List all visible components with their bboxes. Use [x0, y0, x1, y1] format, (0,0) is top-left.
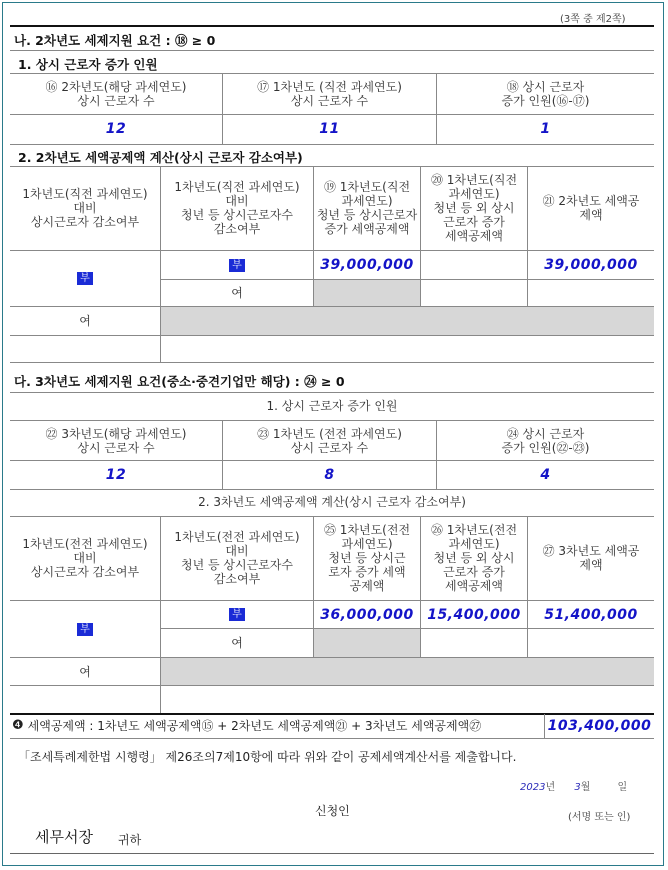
- header-year3-employees: ㉒ 3차년도(해당 과세연도) 상시 근로자 수: [45, 426, 187, 455]
- header-year2-credit: ㉑ 2차년도 세액공 제액: [542, 194, 640, 222]
- date-year-unit: 년: [545, 782, 556, 793]
- total-label: 세액공제액 : 1차년도 세액공제액⑮ + 2차년도 세액공제액㉑ + 3차년도 세액공제액㉗: [27, 719, 482, 733]
- divider: [10, 420, 654, 421]
- section-da-title: 다. 3차년도 세제지원 요건(중소·중견기업만 해당) : ㉔ ≥ 0: [14, 374, 345, 389]
- base-employee-decrease-yes: 여: [79, 664, 91, 679]
- section-na-sub2-title: 2. 2차년도 세액공제액 계산(상시 근로자 감소여부): [18, 150, 303, 165]
- date-year: 2023: [520, 782, 546, 793]
- base-youth-decrease-no: [161, 601, 313, 628]
- addressee-suffix: 귀하: [118, 833, 142, 847]
- header-year3-increase: ㉔ 상시 근로자 증가 인원(㉒-㉓): [501, 426, 590, 455]
- value-year3-employees: 12: [105, 467, 127, 483]
- base-youth-decrease-yes: 여: [231, 636, 243, 650]
- divider: [10, 335, 654, 336]
- shaded-cell: [314, 629, 420, 657]
- selected-mark: 부: [229, 608, 245, 621]
- value-base-other-credit: 15,400,000: [427, 606, 521, 623]
- divider: [10, 50, 654, 51]
- total-value: 103,400,000: [547, 718, 652, 734]
- header-current-employees: ⑯ 2차년도(해당 과세연도) 상시 근로자 수: [45, 80, 187, 108]
- header-base-employees: ㉓ 1차년도 (전전 과세연도) 상시 근로자 수: [257, 426, 402, 455]
- header-youth-decrease: 1차년도(직전 과세연도) 대비 청년 등 상시근로자수 감소여부: [174, 180, 300, 236]
- date-day-unit: 일: [617, 782, 628, 793]
- bullet-icon: ❹: [12, 718, 24, 733]
- shaded-cell: [314, 280, 420, 306]
- value-year3-credit: 51,400,000: [544, 606, 638, 623]
- total-label-row: [12, 717, 481, 734]
- divider: [10, 25, 654, 27]
- value-employee-increase: 1: [540, 121, 551, 137]
- divider: [10, 489, 654, 490]
- shaded-cell: [161, 658, 654, 685]
- addressee: 세무서장: [35, 828, 93, 846]
- header-base-youth-decrease: 1차년도(전전 과세연도) 대비 청년 등 상시근로자수 감소여부: [174, 530, 300, 586]
- value-base-employees: 8: [324, 467, 335, 483]
- header-year3-credit: ㉗ 3차년도 세액공 제액: [542, 544, 640, 572]
- divider: [10, 738, 654, 739]
- statement-text: 「조세특례제한법 시행령」 제26조의7제10항에 따라 위와 같이 공제세액계산서를 제출합니다.: [18, 750, 517, 764]
- value-base-youth-credit: 36,000,000: [320, 606, 414, 623]
- value-current-employees: 12: [105, 121, 127, 137]
- header-other-credit: ⑳ 1차년도(직전 과세연도) 청년 등 외 상시 근로자 증가 세액공제액: [430, 173, 518, 243]
- applicant-label: 신청인: [315, 804, 350, 818]
- selected-mark: 부: [229, 259, 245, 272]
- section-na-title: 나. 2차년도 세제지원 요건 : ⑱ ≥ 0: [14, 33, 216, 48]
- header-base-youth-credit: ㉕ 1차년도(전전 과세연도) 청년 등 상시근 로자 증가 세액 공제액: [323, 523, 411, 593]
- header-base-employee-decrease: 1차년도(전전 과세연도) 대비 상시근로자 감소여부: [22, 537, 148, 579]
- value-year2-credit: 39,000,000: [544, 257, 638, 273]
- section-da-sub2-title: 2. 3차년도 세액공제액 계산(상시 근로자 감소여부): [198, 495, 466, 509]
- youth-decrease-yes: 여: [231, 286, 243, 300]
- selected-mark: 부: [77, 272, 93, 285]
- page-marker: (3쪽 중 제2쪽): [560, 14, 626, 25]
- divider: [10, 685, 654, 686]
- header-employee-increase: ⑱ 상시 근로자 증가 인원(⑯-⑰): [501, 80, 590, 108]
- date-field: [520, 778, 627, 793]
- employee-decrease-no: [10, 251, 160, 306]
- header-youth-credit: ⑲ 1차년도(직전 과세연도) 청년 등 상시근로자 증가 세액공제액: [316, 180, 418, 236]
- selected-mark: 부: [77, 623, 93, 636]
- value-year3-increase: 4: [540, 467, 551, 483]
- sign-note: (서명 또는 인): [568, 812, 631, 823]
- divider: [10, 362, 654, 363]
- divider: [10, 516, 654, 517]
- value-prior-employees: 11: [319, 121, 340, 137]
- header-employee-decrease: 1차년도(직전 과세연도) 대비 상시근로자 감소여부: [22, 187, 148, 229]
- section-na-sub1-title: 1. 상시 근로자 증가 인원: [18, 57, 158, 72]
- value-youth-credit: 39,000,000: [320, 257, 414, 273]
- employee-decrease-yes: 여: [79, 314, 91, 328]
- divider: [10, 73, 654, 74]
- header-base-other-credit: ㉖ 1차년도(전전 과세연도) 청년 등 외 상시 근로자 증가 세액공제액: [430, 523, 518, 593]
- youth-decrease-no: [161, 251, 313, 279]
- shaded-cell: [161, 307, 654, 335]
- base-employee-decrease-no: [10, 601, 160, 657]
- section-da-sub1-title: 1. 상시 근로자 증가 인원: [266, 399, 398, 413]
- date-month-unit: 월: [580, 782, 591, 793]
- value-other-credit: [421, 251, 527, 279]
- divider: [10, 853, 654, 854]
- date-month: 3: [574, 782, 581, 793]
- header-prior-employees: ⑰ 1차년도 (직전 과세연도) 상시 근로자 수: [257, 80, 402, 108]
- divider: [10, 392, 654, 393]
- divider: [10, 144, 654, 145]
- divider: [10, 166, 654, 167]
